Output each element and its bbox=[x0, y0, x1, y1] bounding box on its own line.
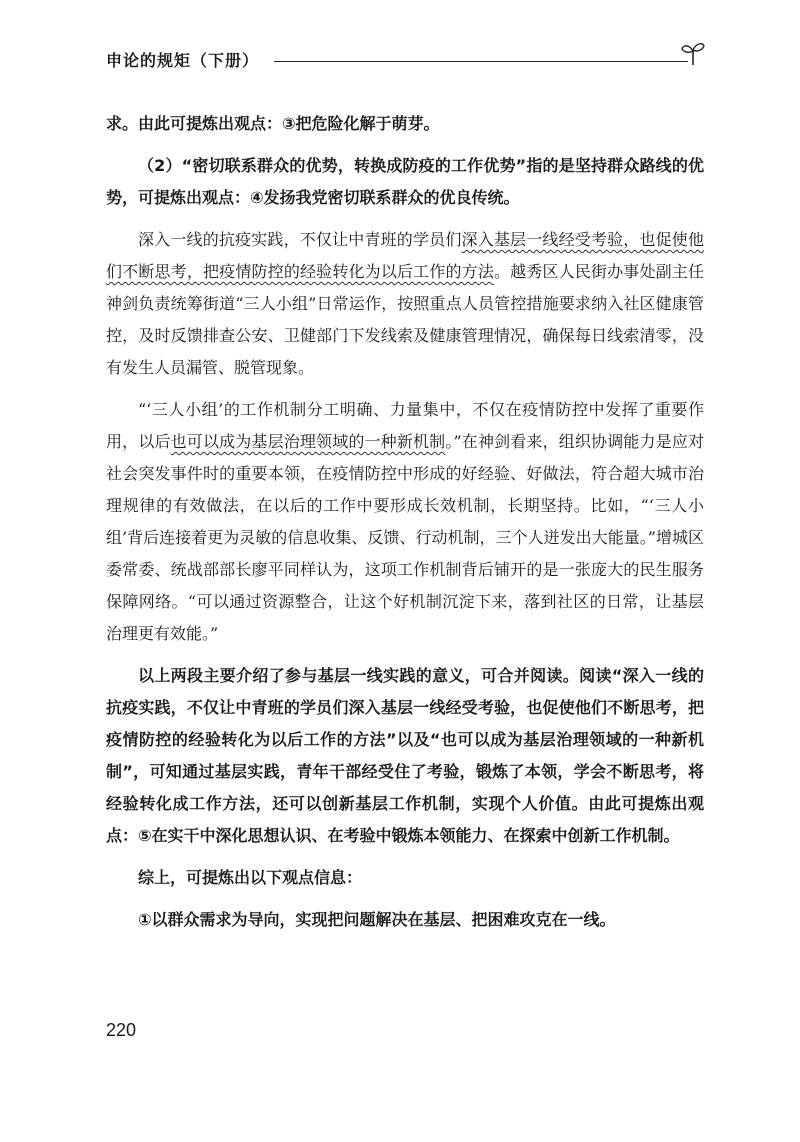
quote-2-underlined: 也可以成为基层治理领域的一种新机制 bbox=[170, 432, 446, 451]
sprout-icon bbox=[680, 40, 706, 66]
paragraph-quote-1 bbox=[106, 224, 704, 384]
header-title: 申论的规矩（下册） bbox=[106, 51, 260, 70]
paragraph-analysis: 以上两段主要介绍了参与基层一线实践的意义，可合并阅读。阅读“深入一线的抗疫实践，不仅让中青班的学员们深入基层一线经受考验，也促使他们不断思考，把疫情防控的经验转化为以后工作的方法”以及“也可以成为基层治理领域的一种新机制”，可知通过基层实践，青年干部经受住了考验，锻炼了本领，学会不断思考，将经验转化成工作方法，还可以创新基层工作机制，实现个人价值。由此可提炼出观点：⑤在实干中深化思想认识、在考验中锻炼本领能力、在探索中创新工作机制。 bbox=[106, 666, 704, 845]
quote-1-underlined: 深入基层一线经受考验，也促使他们不断思考，把疫情防控的经验转化为以后工作的方法 bbox=[106, 230, 704, 281]
quote-1-text-b: 。越秀区人民街办事处副主任神剑负责统筹街道“三人小组”日常运作，按照重点人员管控措施要求纳入社区健康管控，及时反馈排查公安、卫健部门下发线索及健康管理情况，确保每日线索清零，没有发生人员漏管、脱管现象。 bbox=[106, 262, 704, 377]
paragraph-summary-intro: 综上，可提炼出以下观点信息： bbox=[138, 868, 363, 887]
paragraph-continuation: 求。由此可提炼出观点：③把危险化解于萌芽。 bbox=[106, 114, 440, 133]
paragraph-point-2: （2）“密切联系群众的优势，转换成防疫的工作优势”指的是坚持群众路线的优势，可提炼出观点：④发扬我党密切联系群众的优良传统。 bbox=[106, 156, 704, 207]
paragraph-quote-2 bbox=[106, 394, 704, 650]
page-number: 220 bbox=[106, 1020, 137, 1040]
page-body bbox=[106, 108, 704, 936]
paragraph-summary-point-1: ①以群众需求为导向，实现把问题解决在基层、把困难攻克在一线。 bbox=[138, 910, 616, 929]
quote-2-text-a: “‘三人小组’的工作机制分工明确、力量集中，不仅在疫情防控中发挥了重要作用，以后 bbox=[106, 400, 704, 451]
quote-2-text-b: 。”在神剑看来，组织协调能力是应对社会突发事件时的重要本领，在疫情防控中形成的好经验、好做法，符合超大城市治理规律的有效做法，在以后的工作中要形成长效机制，长期坚持。比如，“‘三人小组’背后连接着更为灵敏的信息收集、反馈、行动机制，三个人迸发出大能量。”增城区委常委、统战部部长廖平同样认为，这项工作机制背后铺开的是一张庞大的民生服务保障网络。“可以通过资源整合，让这个好机制沉淀下来，落到社区的日常，让基层治理更有效能。” bbox=[106, 432, 704, 643]
header-rule bbox=[274, 61, 688, 62]
running-header bbox=[106, 40, 706, 72]
quote-1-text-a: 深入一线的抗疫实践，不仅让中青班的学员们 bbox=[138, 230, 462, 249]
